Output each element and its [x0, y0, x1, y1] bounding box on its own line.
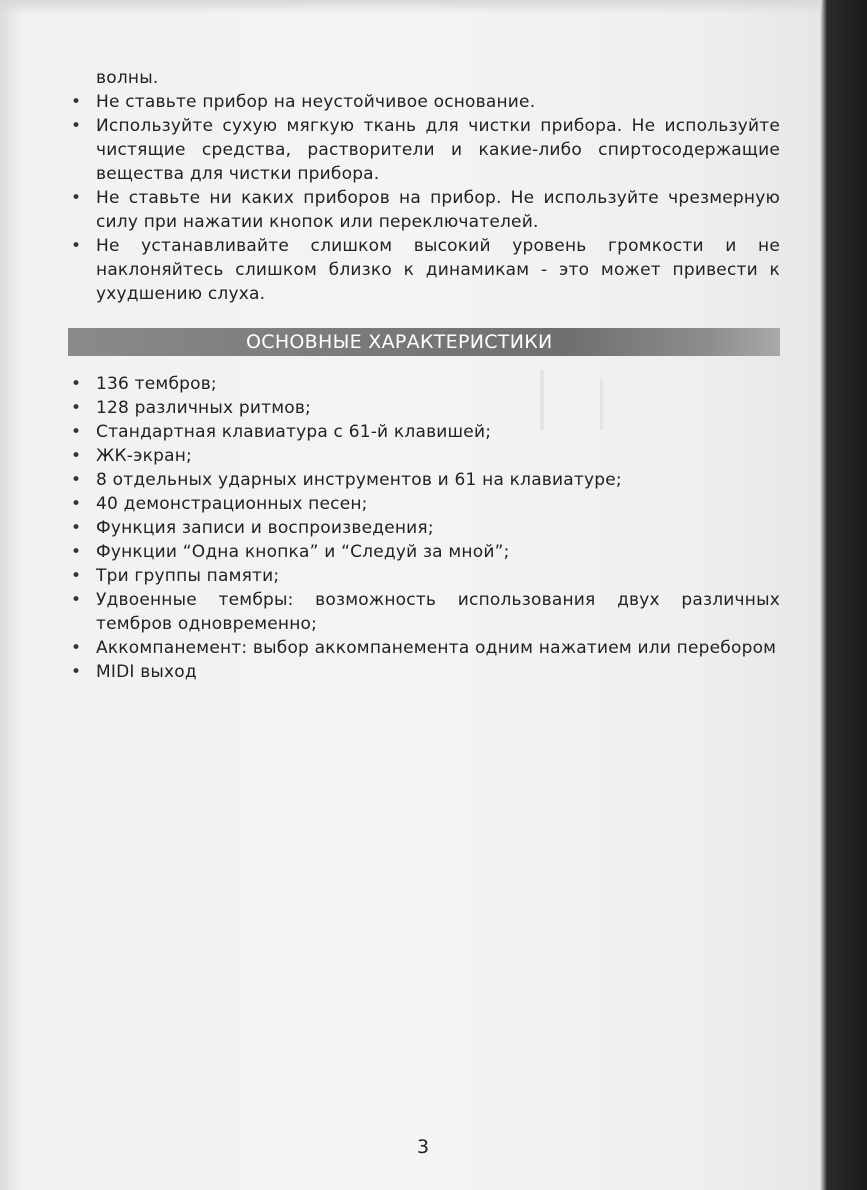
section-heading-bar: [68, 328, 780, 356]
bullet-icon: •: [71, 494, 82, 514]
feature-item: • Удвоенные тембры: возможность использования двух различных тембров одновременно;: [71, 590, 780, 634]
precaution-item: • Не ставьте ни каких приборов на прибор. Не используйте чрезмерную силу при нажатии кнопок или переключателей.: [71, 188, 780, 232]
feature-item: • 8 отдельных ударных инструментов и 61 на клавиатуре;: [71, 470, 622, 490]
page-top-shadow: [0, 0, 822, 14]
feature-item: • ЖК-экран;: [71, 446, 192, 466]
bullet-icon: •: [71, 236, 82, 256]
bullet-icon: •: [71, 638, 82, 658]
bullet-icon: •: [71, 92, 82, 112]
precaution-item: • Не ставьте прибор на неустойчивое основание.: [71, 92, 536, 112]
bullet-icon: •: [71, 374, 82, 394]
precaution-item: • Используйте сухую мягкую ткань для чистки прибора. Не используйте чистящие средства, растворители и какие-либо спиртосодержащие вещества для чистки прибора.: [71, 116, 780, 184]
precaution-item: • Не устанавливайте слишком высокий уровень громкости и не наклоняйтесь слишком близко к динамикам - это может привести к ухудшению слуха.: [71, 236, 780, 304]
bullet-icon: •: [71, 116, 82, 136]
feature-item: • 128 различных ритмов;: [71, 398, 311, 418]
bullet-icon: •: [71, 470, 82, 490]
bullet-icon: •: [71, 422, 82, 442]
bullet-icon: •: [71, 518, 82, 538]
bullet-icon: •: [71, 542, 82, 562]
feature-item: • Три группы памяти;: [71, 566, 280, 586]
bullet-icon: •: [71, 188, 82, 208]
page-content: [68, 66, 780, 684]
precautions-list: [68, 90, 780, 306]
bullet-icon: •: [71, 398, 82, 418]
feature-item: • Стандартная клавиатура с 61-й клавишей;: [71, 422, 492, 442]
bullet-icon: •: [71, 590, 82, 610]
feature-item: • Функции “Одна кнопка” и “Следуй за мной”;: [71, 542, 510, 562]
feature-item: • Аккомпанемент: выбор аккомпанемента одним нажатием или перебором: [71, 638, 777, 658]
continuation-text: волны.: [96, 68, 159, 88]
features-list: [68, 372, 780, 684]
page-number: 3: [416, 1136, 430, 1158]
feature-item: • 136 тембров;: [71, 374, 217, 394]
feature-item: • MIDI выход: [71, 662, 197, 682]
section-heading: ОСНОВНЫЕ ХАРАКТЕРИСТИКИ: [246, 331, 553, 353]
bullet-icon: •: [71, 662, 82, 682]
feature-item: • Функция записи и воспроизведения;: [71, 518, 434, 538]
bullet-icon: •: [71, 566, 82, 586]
bullet-icon: •: [71, 446, 82, 466]
feature-item: • 40 демонстрационных песен;: [71, 494, 368, 514]
